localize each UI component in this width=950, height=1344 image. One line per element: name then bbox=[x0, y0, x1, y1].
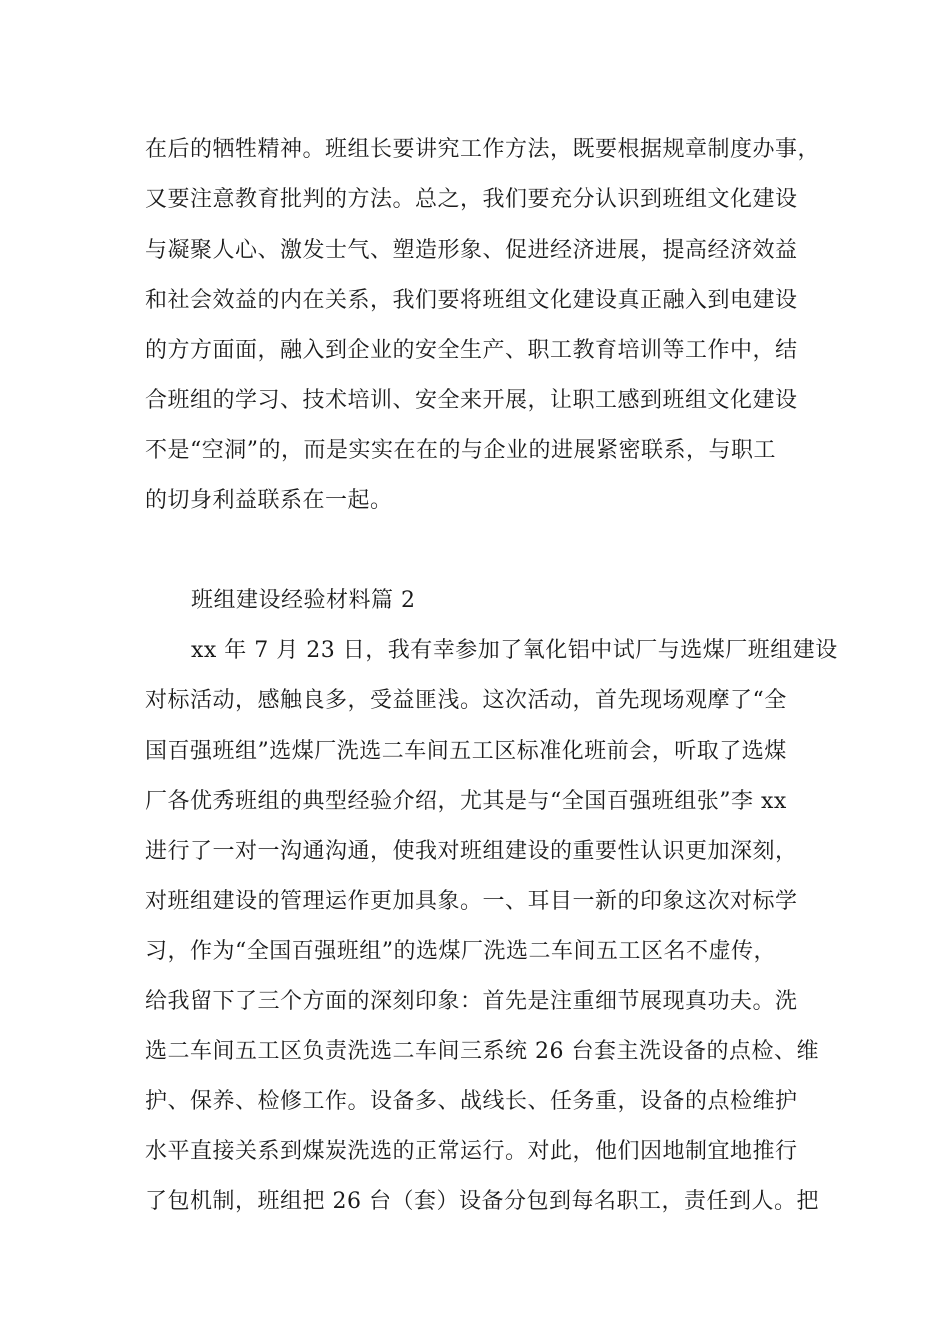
paragraph-line: 又要注意教育批判的方法。总之，我们要充分认识到班组文化建设 bbox=[145, 187, 798, 212]
paragraph-line: 对班组建设的管理运作更加具象。一、耳目一新的印象这次对标学 bbox=[145, 889, 798, 914]
paragraph-line: 进行了一对一沟通沟通，使我对班组建设的重要性认识更加深刻， bbox=[145, 839, 798, 864]
paragraph-line: 的切身利益联系在一起。 bbox=[145, 488, 393, 513]
paragraph-line: 水平直接关系到煤炭洗选的正常运行。对此，他们因地制宜地推行 bbox=[145, 1139, 798, 1164]
paragraph-line: 国百强班组”选煤厂洗选二车间五工区标准化班前会，听取了选煤 bbox=[145, 739, 787, 764]
paragraph-line: 厂各优秀班组的典型经验介绍，尤其是与“全国百强班组张”李 xx bbox=[145, 789, 787, 814]
paragraph-line: 在后的牺牲精神。班组长要讲究工作方法，既要根据规章制度办事， bbox=[145, 137, 821, 162]
paragraph-line: 选二车间五工区负责洗选二车间三系统 26 台套主洗设备的点检、维 bbox=[145, 1039, 819, 1064]
paragraph-line: 给我留下了三个方面的深刻印象：首先是注重细节展现真功夫。洗 bbox=[145, 989, 798, 1014]
section-heading: 班组建设经验材料篇 2 bbox=[191, 588, 416, 613]
paragraph-line: 了包机制，班组把 26 台（套）设备分包到每名职工，责任到人。把 bbox=[145, 1189, 819, 1214]
paragraph-line: 不是“空洞”的，而是实实在在的与企业的进展紧密联系，与职工 bbox=[145, 438, 776, 463]
paragraph-line: 合班组的学习、技术培训、安全来开展，让职工感到班组文化建设 bbox=[145, 388, 798, 413]
paragraph-line: 习，作为“全国百强班组”的选煤厂洗选二车间五工区名不虚传， bbox=[145, 939, 776, 964]
paragraph-line: 与凝聚人心、激发士气、塑造形象、促进经济进展，提高经济效益 bbox=[145, 238, 798, 263]
paragraph-line: xx 年 7 月 23 日，我有幸参加了氧化铝中试厂与选煤厂班组建设 bbox=[191, 638, 838, 663]
paragraph-line: 的方方面面，融入到企业的安全生产、职工教育培训等工作中，结 bbox=[145, 338, 798, 363]
paragraph-line: 护、保养、检修工作。设备多、战线长、任务重，设备的点检维护 bbox=[145, 1089, 798, 1114]
paragraph-line: 对标活动，感触良多，受益匪浅。这次活动，首先现场观摩了“全 bbox=[145, 688, 787, 713]
paragraph-line: 和社会效益的内在关系，我们要将班组文化建设真正融入到电建设 bbox=[145, 288, 798, 313]
